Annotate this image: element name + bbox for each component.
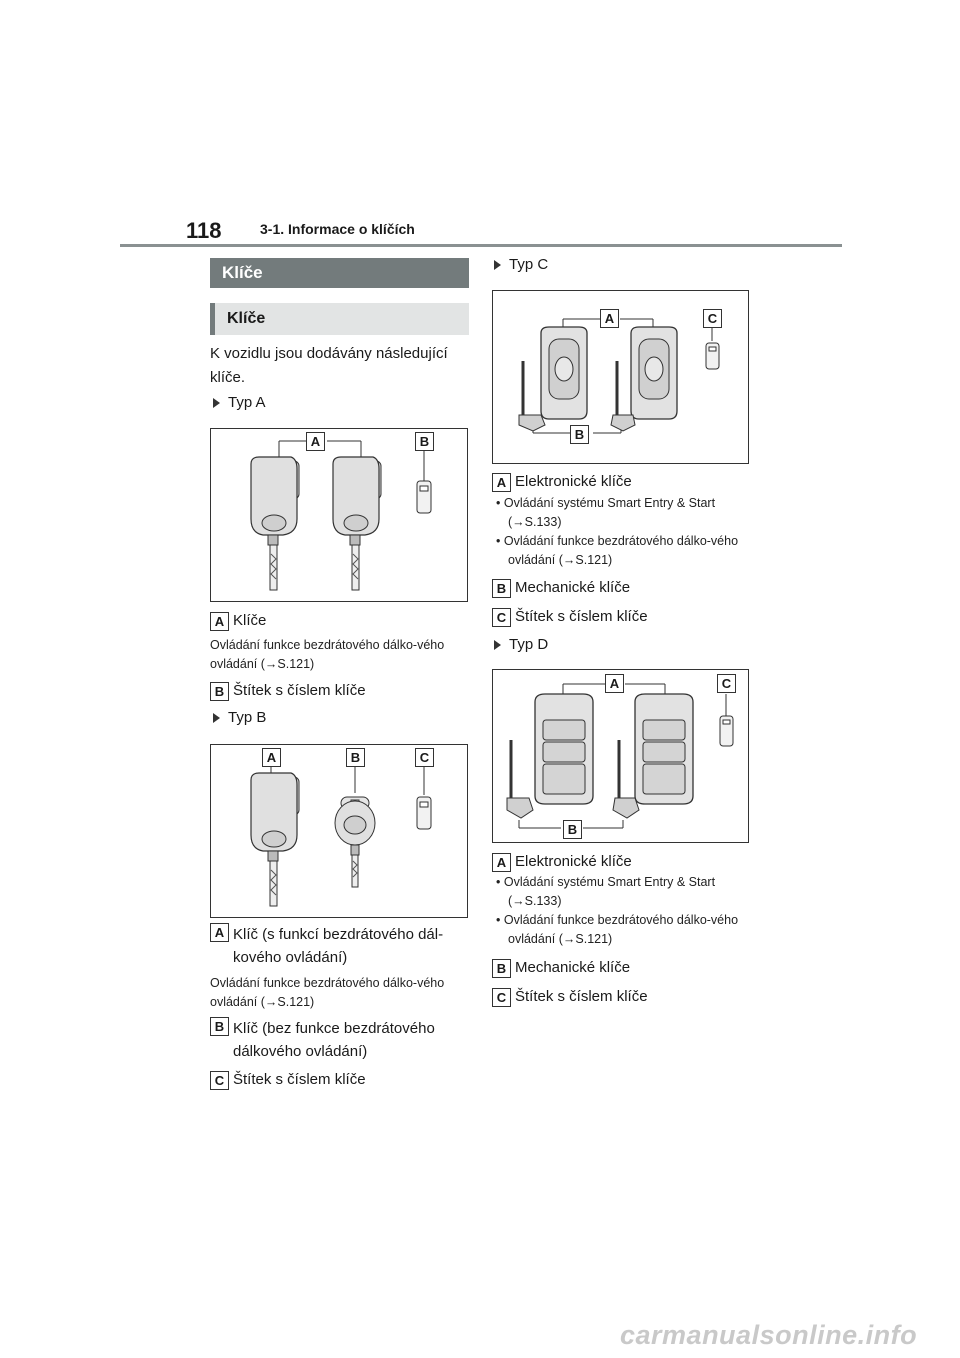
smart-key-icon bbox=[535, 694, 593, 804]
badge-c: C bbox=[210, 1071, 229, 1090]
section-title: 3-1. Informace o klíčích bbox=[260, 221, 415, 237]
badge-c: C bbox=[492, 608, 511, 627]
smart-key-icon bbox=[631, 327, 677, 419]
key-number-plate-icon bbox=[720, 716, 733, 746]
type-a-illustration bbox=[211, 429, 467, 601]
watermark: carmanualsonline.info bbox=[620, 1320, 918, 1350]
type-b-heading-text: Typ B bbox=[228, 709, 267, 726]
type-d-item-a bbox=[492, 850, 632, 873]
type-c-heading-text: Typ C bbox=[509, 256, 549, 273]
sub-heading: Klíče bbox=[227, 310, 266, 327]
page-number: 118 bbox=[186, 218, 222, 243]
figure-label-c: C bbox=[717, 674, 736, 693]
badge-b: B bbox=[210, 1017, 229, 1036]
smart-key-icon bbox=[635, 694, 693, 804]
type-d-item-b-label: Mechanické klíče bbox=[515, 959, 631, 976]
smart-key-icon bbox=[541, 327, 587, 419]
badge-a: A bbox=[210, 612, 229, 631]
type-b-item-a-label: Klíč (s funkcí bezdrátového dál-kového ovládání) bbox=[233, 926, 444, 966]
figure-label-b: B bbox=[570, 425, 589, 444]
key-number-plate-icon bbox=[417, 481, 431, 513]
main-heading: Klíče bbox=[222, 263, 263, 282]
type-b-item-c-label: Štítek s číslem klíče bbox=[233, 1071, 366, 1088]
badge-a: A bbox=[492, 473, 511, 492]
type-c-item-a-label: Elektronické klíče bbox=[515, 473, 632, 490]
type-d-item-c-label: Štítek s číslem klíče bbox=[515, 988, 648, 1005]
type-d-item-b bbox=[492, 956, 630, 979]
type-c-bullet-1-text: Ovládání systému Smart Entry & Start (→S.133) bbox=[503, 496, 716, 529]
type-d-heading bbox=[494, 636, 548, 653]
type-c-item-c bbox=[492, 605, 648, 628]
badge-a: A bbox=[492, 853, 511, 872]
key-number-plate-icon bbox=[417, 797, 431, 829]
figure-label-a: A bbox=[262, 748, 281, 767]
figure-label-c: C bbox=[703, 309, 722, 328]
figure-label-c: C bbox=[415, 748, 434, 767]
type-b-item-c bbox=[210, 1068, 366, 1091]
type-b-item-a-sub: Ovládání funkce bezdrátového dálko-vého ovládání (→S.121) bbox=[210, 976, 445, 1009]
type-d-bullet-2: • Ovládání funkce bezdrátového dálko-vého ovládání (→S.121) bbox=[496, 913, 739, 946]
badge-c: C bbox=[492, 988, 511, 1007]
arrow-icon bbox=[494, 640, 501, 650]
figure-label-a: A bbox=[306, 432, 325, 451]
type-a-heading bbox=[213, 394, 266, 411]
figure-label-a: A bbox=[605, 674, 624, 693]
type-d-illustration bbox=[493, 670, 748, 842]
type-a-item-b-label: Štítek s číslem klíče bbox=[233, 682, 366, 699]
arrow-icon bbox=[213, 398, 220, 408]
badge-b: B bbox=[492, 579, 511, 598]
type-c-bullet-1: • Ovládání systému Smart Entry & Start (→S.133) bbox=[496, 496, 716, 529]
type-a-item-a bbox=[210, 609, 266, 632]
type-d-heading-text: Typ D bbox=[509, 636, 549, 653]
remote-key-icon bbox=[251, 773, 299, 906]
figure-type-c bbox=[492, 290, 749, 464]
type-c-item-b bbox=[492, 576, 630, 599]
type-a-item-b bbox=[210, 679, 366, 702]
type-c-item-c-label: Štítek s číslem klíče bbox=[515, 608, 648, 625]
type-c-bullet-2-text: Ovládání funkce bezdrátového dálko-vého ovládání (→S.121) bbox=[503, 534, 739, 567]
type-b-item-a bbox=[210, 923, 472, 969]
mechanical-key-icon bbox=[507, 740, 533, 818]
type-c-item-b-label: Mechanické klíče bbox=[515, 579, 631, 596]
arrow-icon bbox=[213, 713, 220, 723]
type-d-item-c bbox=[492, 985, 648, 1008]
type-d-bullet-2-text: Ovládání funkce bezdrátového dálko-vého ovládání (→S.121) bbox=[503, 913, 739, 946]
type-c-item-a bbox=[492, 470, 632, 493]
header-divider bbox=[120, 244, 842, 247]
type-d-item-a-label: Elektronické klíče bbox=[515, 853, 632, 870]
intro-text: K vozidlu jsou dodávány následující klíče. bbox=[210, 345, 448, 386]
figure-type-d bbox=[492, 669, 749, 843]
type-a-item-a-sub: Ovládání funkce bezdrátového dálko-vého ovládání (→S.121) bbox=[210, 638, 445, 671]
key-icon bbox=[251, 457, 299, 590]
badge-b: B bbox=[492, 959, 511, 978]
type-c-bullet-2: • Ovládání funkce bezdrátového dálko-vého ovládání (→S.121) bbox=[496, 534, 739, 567]
type-d-bullet-1-text: Ovládání systému Smart Entry & Start (→S.133) bbox=[503, 875, 716, 908]
type-b-item-b-label: Klíč (bez funkce bezdrátového dálkového ovládání) bbox=[233, 1020, 435, 1060]
type-b-heading bbox=[213, 709, 266, 726]
type-b-item-b bbox=[210, 1017, 472, 1063]
type-b-illustration bbox=[211, 745, 467, 917]
type-d-bullet-1: • Ovládání systému Smart Entry & Start (→S.133) bbox=[496, 875, 716, 908]
key-icon bbox=[333, 457, 381, 590]
figure-label-b: B bbox=[346, 748, 365, 767]
type-a-heading-text: Typ A bbox=[228, 394, 266, 411]
figure-label-b: B bbox=[415, 432, 434, 451]
type-c-heading bbox=[494, 256, 548, 273]
figure-label-a: A bbox=[600, 309, 619, 328]
key-number-plate-icon bbox=[706, 343, 719, 369]
figure-label-b: B bbox=[563, 820, 582, 839]
sub-heading-banner bbox=[210, 303, 469, 335]
figure-type-b bbox=[210, 744, 468, 918]
badge-b: B bbox=[210, 682, 229, 701]
arrow-icon bbox=[494, 260, 501, 270]
plain-key-icon bbox=[335, 797, 375, 887]
figure-type-a bbox=[210, 428, 468, 602]
type-a-item-a-label: Klíče bbox=[233, 612, 267, 629]
main-heading-banner bbox=[210, 258, 469, 288]
badge-a: A bbox=[210, 923, 229, 942]
